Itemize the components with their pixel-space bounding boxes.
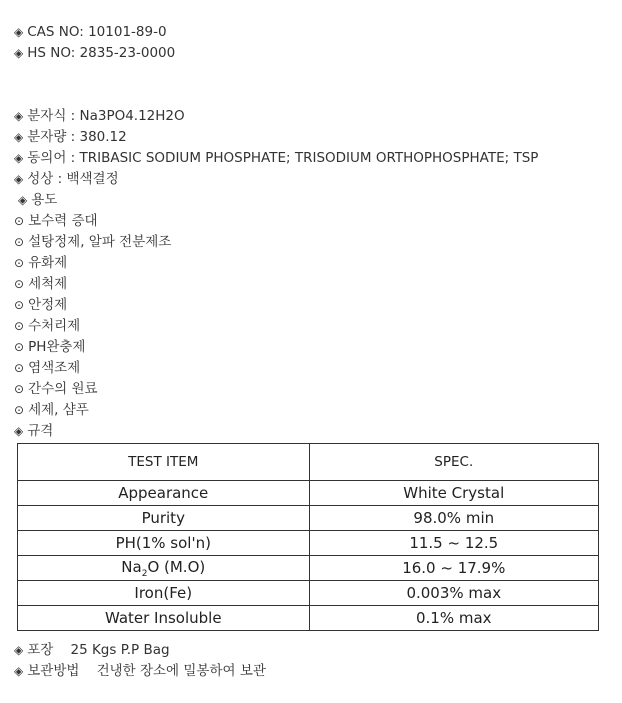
circle-bullet-icon: ⊙ (14, 361, 25, 375)
use-item: ⊙ 보수력 증대 (14, 213, 98, 229)
storage-line: ◈ 보관방법 건냉한 장소에 밀봉하여 보관 (14, 663, 266, 679)
spec-header: SPEC. (309, 444, 598, 481)
diamond-bullet-icon: ◈ (14, 664, 24, 678)
hs-no-line: ◈ HS NO: 2835-23-0000 (14, 45, 176, 61)
spec-cell: 0.1% max (309, 606, 598, 631)
circle-bullet-icon: ⊙ (14, 277, 25, 291)
table-row (18, 531, 599, 556)
spec-cell: 16.0 ~ 17.9% (309, 556, 598, 581)
formula-line: ◈ 분자식 : Na3PO4.12H2O (14, 108, 185, 124)
diamond-bullet-icon: ◈ (14, 424, 24, 438)
diamond-bullet-icon: ◈ (14, 151, 24, 165)
use-item: ⊙ 세제, 샴푸 (14, 402, 89, 418)
spec-cell: 98.0% min (309, 506, 598, 531)
circle-bullet-icon: ⊙ (14, 403, 25, 417)
table-row (18, 581, 599, 606)
packing-line: ◈ 포장 25 Kgs P.P Bag (14, 642, 170, 658)
spec-table (17, 443, 599, 631)
diamond-bullet-icon: ◈ (18, 193, 28, 207)
spec-cell: White Crystal (309, 481, 598, 506)
circle-bullet-icon: ⊙ (14, 214, 25, 228)
test-item-cell: $Na_2O$ (M.O) (18, 556, 310, 581)
test-item-cell: Water Insoluble (18, 606, 310, 631)
diamond-bullet-icon: ◈ (14, 109, 24, 123)
uses-heading: ◈ 용도 (18, 192, 58, 208)
table-row (18, 556, 599, 581)
circle-bullet-icon: ⊙ (14, 298, 25, 312)
table-header-row (18, 444, 599, 481)
diamond-bullet-icon: ◈ (14, 643, 24, 657)
use-item: ⊙ 수처리제 (14, 318, 81, 334)
table-row (18, 481, 599, 506)
use-item: ⊙ 안정제 (14, 297, 68, 313)
appearance-line: ◈ 성상 : 백색결정 (14, 171, 119, 187)
spec-heading: ◈ 규격 (14, 423, 54, 439)
circle-bullet-icon: ⊙ (14, 382, 25, 396)
test-item-cell: Appearance (18, 481, 310, 506)
use-item: ⊙ 염색조제 (14, 360, 81, 376)
spec-cell: 0.003% max (309, 581, 598, 606)
use-item: ⊙ 간수의 원료 (14, 381, 98, 397)
circle-bullet-icon: ⊙ (14, 319, 25, 333)
diamond-bullet-icon: ◈ (14, 46, 24, 60)
circle-bullet-icon: ⊙ (14, 256, 25, 270)
table-row (18, 506, 599, 531)
test-item-cell: Iron(Fe) (18, 581, 310, 606)
diamond-bullet-icon: ◈ (14, 172, 24, 186)
cas-no-line: ◈ CAS NO: 10101-89-0 (14, 24, 167, 40)
use-item: ⊙ PH완충제 (14, 339, 86, 355)
circle-bullet-icon: ⊙ (14, 235, 25, 249)
circle-bullet-icon: ⊙ (14, 340, 25, 354)
use-item: ⊙ 설탕정제, 알파 전분제조 (14, 234, 172, 250)
test-item-cell: PH(1% sol'n) (18, 531, 310, 556)
spec-cell: 11.5 ~ 12.5 (309, 531, 598, 556)
diamond-bullet-icon: ◈ (14, 130, 24, 144)
molecular-weight-line: ◈ 분자량 : 380.12 (14, 129, 127, 145)
use-item: ⊙ 유화제 (14, 255, 68, 271)
test-item-cell: Purity (18, 506, 310, 531)
synonym-line: ◈ 동의어 : TRIBASIC SODIUM PHOSPHATE; TRISODIUM ORTHOPHOSPHATE; TSP (14, 150, 539, 166)
table-row (18, 606, 599, 631)
test-item-header: TEST ITEM (18, 444, 310, 481)
diamond-bullet-icon: ◈ (14, 25, 24, 39)
use-item: ⊙ 세척제 (14, 276, 68, 292)
